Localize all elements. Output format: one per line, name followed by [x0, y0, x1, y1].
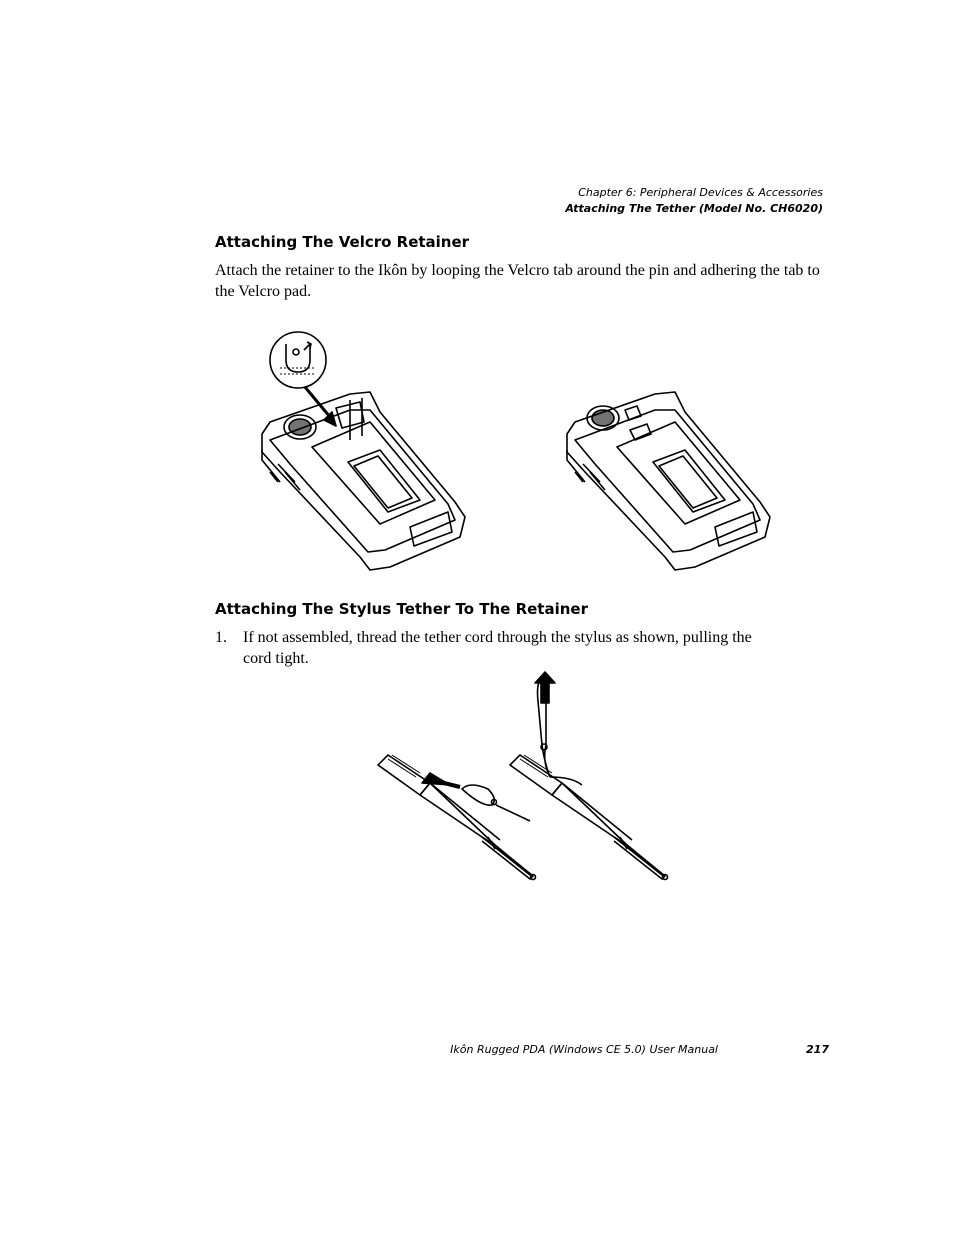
stylus-left-illustration	[378, 755, 536, 880]
zoom-detail-circle	[270, 332, 326, 388]
velcro-retainer-figure	[250, 322, 780, 577]
page-number: 217	[806, 1043, 829, 1056]
step-number: 1.	[215, 629, 227, 646]
pda-left-illustration	[262, 387, 465, 570]
stylus-tether-figure	[370, 665, 680, 890]
stylus-heading: Attaching The Stylus Tether To The Retainer	[215, 600, 588, 618]
running-header	[565, 185, 823, 217]
stylus-right-illustration	[510, 672, 668, 880]
chapter-title: Chapter 6: Peripheral Devices & Accessories	[578, 186, 823, 199]
footer-manual-title: Ikôn Rugged PDA (Windows CE 5.0) User Manual	[450, 1043, 718, 1056]
step-text: If not assembled, thread the tether cord through the stylus as shown, pulling the cord tight.	[243, 629, 752, 667]
velcro-paragraph: Attach the retainer to the Ikôn by looping the Velcro tab around the pin and adhering the tab to the Velcro pad.	[215, 262, 820, 300]
pda-right-illustration	[567, 392, 770, 570]
velcro-heading: Attaching The Velcro Retainer	[215, 233, 470, 251]
section-title: Attaching The Tether (Model No. CH6020)	[565, 202, 823, 215]
